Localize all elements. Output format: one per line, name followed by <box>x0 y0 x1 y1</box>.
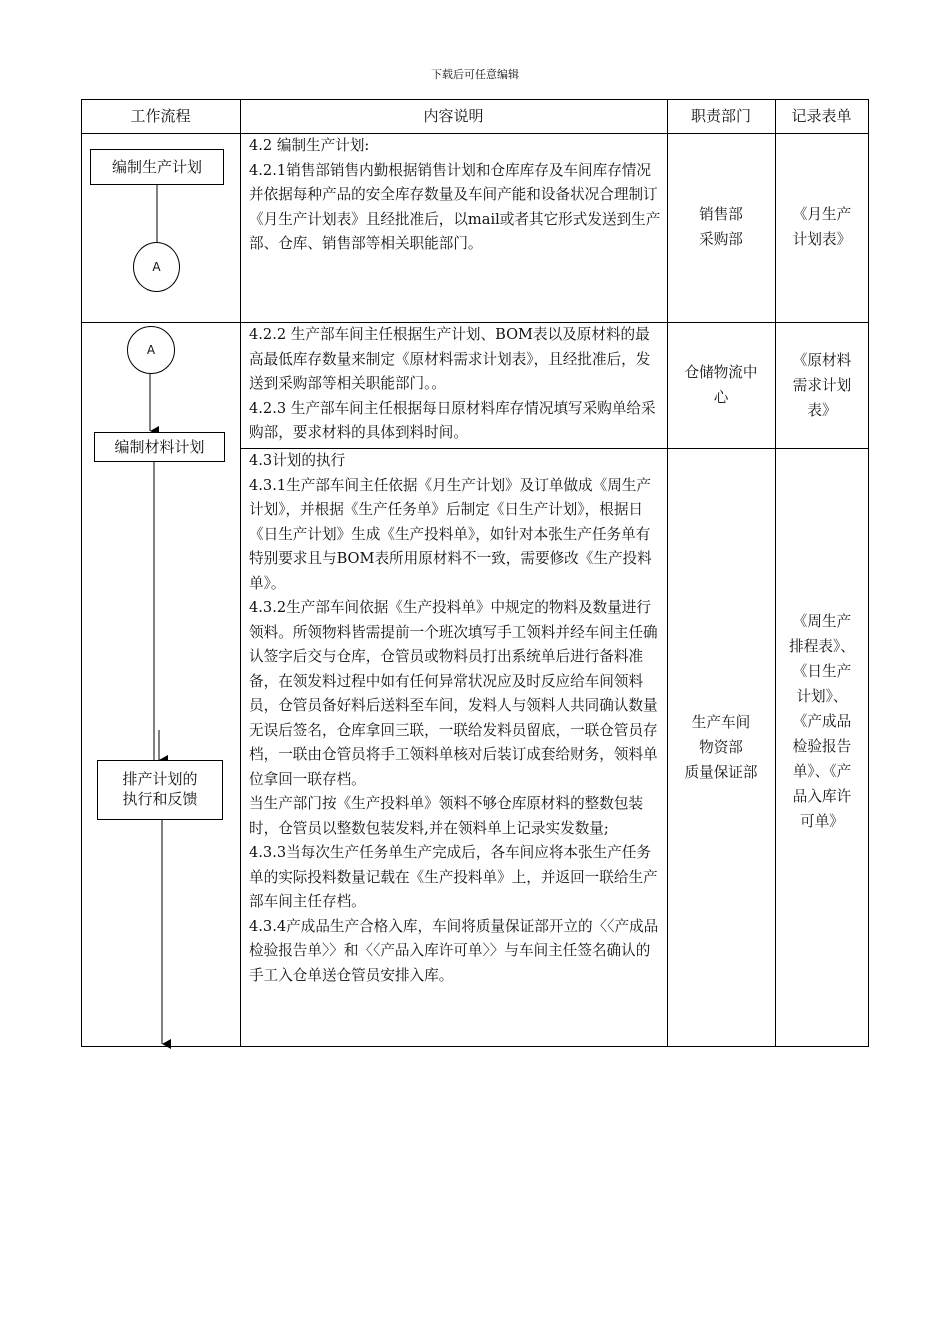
row2-record-form: 《原材料需求计划表》 <box>792 352 852 419</box>
row3-para-2: 4.3.1生产部车间主任依据《月生产计划》及订单做成《周生产计划》，并根据《生产任务单》后制定《日生产计划》，根据日《日生产计划》生成《生产投料单》，如针对本张生产任务单有特别要求且与BOM表所用原材料不一致，需要修改《生产投料单》。 <box>249 476 652 592</box>
flow-box-schedule-execution-line1: 排产计划的 <box>122 770 198 788</box>
dept-production-workshop: 生产车间 <box>691 714 751 731</box>
flow-connector-a-bottom: A <box>127 326 175 374</box>
row2-department: 仓储物流中心 <box>684 364 758 406</box>
dept-quality-assurance: 质量保证部 <box>684 764 758 781</box>
row2-para-1: 4.2.2 生产部车间主任根据生产计划、BOM表以及原材料的最高最低库存数量来制定《原材料需求计划表》，且经批准后，发送到采购部等相关职能部门。。 <box>249 326 651 392</box>
header-department: 职责部门 <box>690 107 751 125</box>
row3-record-form: 《周生产排程表》、《日生产计划》、《产成品检验报告单》、《产品入库许可单》 <box>789 613 855 830</box>
flow-box-material-plan: 编制材料计划 <box>94 432 225 462</box>
row3-para-6: 4.3.4产成品生产合格入库，车间将质量保证部开立的〈〈产成品检验报告单〉〉和〈〈产品入库许可单〉〉与车间主任签名确认的手工入仓单送仓管员安排入库。 <box>249 917 659 984</box>
flow-box-schedule-execution-line2: 执行和反馈 <box>122 790 198 808</box>
row1-para-2: 4.2.1销售部销售内勤根据销售计划和仓库库存及车间库存情况并依据每种产品的安全库存数量及车间产能和设备状况合理制订《月生产计划表》且经批准后，以mail或者其它形式发送到生产部、仓库、销售部等相关职能部门。 <box>249 161 661 252</box>
row3-para-4: 当生产部门按《生产投料单》领料不够仓库原材料的整数包装时，仓管员以整数包装发料,并在领料单上记录实发数量; <box>249 795 644 837</box>
row1-record-form: 《月生产计划表》 <box>792 206 852 248</box>
flow-connector-a-top: A <box>133 242 180 292</box>
dept-sales: 销售部 <box>699 206 743 223</box>
dept-purchasing: 采购部 <box>699 231 743 248</box>
dept-materials: 物资部 <box>699 739 743 756</box>
flow-box-schedule-execution <box>97 760 223 820</box>
row3-para-1: 4.3计划的执行 <box>249 452 346 469</box>
row1-para-1: 4.2 编制生产计划: <box>249 137 370 154</box>
row3-para-5: 4.3.3当每次生产任务单生产完成后，各车间应将本张生产任务单的实际投料数量记载在《生产投料单》上，并返回一联给生产部车间主任存档。 <box>249 844 658 910</box>
row2-para-2: 4.2.3 生产部车间主任根据每日原材料库存情况填写采购单给采购部，要求材料的具体到料时间。 <box>249 399 656 441</box>
header-description: 内容说明 <box>423 107 484 125</box>
flow-box-production-plan: 编制生产计划 <box>90 149 224 185</box>
header-record-form: 记录表单 <box>791 107 852 125</box>
header-workflow: 工作流程 <box>130 107 191 125</box>
page-header: 下载后可任意编辑 <box>431 68 519 81</box>
row3-para-3: 4.3.2生产部车间依据《生产投料单》中规定的物料及数量进行领料。所领物料皆需提前一个班次填写手工领料并经车间主任确认签字后交与仓库，仓管员或物料员打出系统单后进行备料准备，在领发料过程中如有任何异常状况应及时反应给车间领料员，仓管员备好料后送料至车间，发料人与领料人共同确认数量无误后签名，仓库拿回三联，一联给发料员留底，一联仓管员存档，一联由仓管员将手工领料单核对后装订成套给财务，领料单位拿回一联存档。 <box>249 599 658 788</box>
